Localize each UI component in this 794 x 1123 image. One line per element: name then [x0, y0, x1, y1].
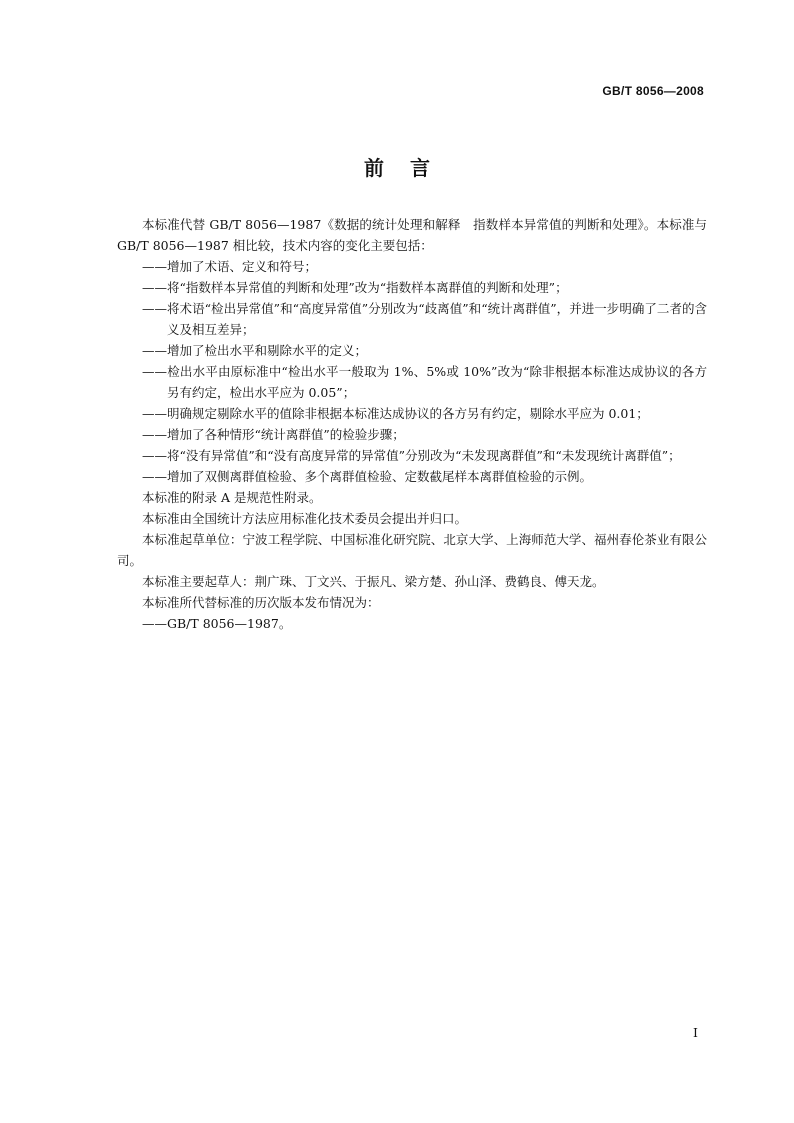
- page-title: 前言: [364, 156, 456, 180]
- list-item: ——将术语“检出异常值”和“高度异常值”分别改为“歧离值”和“统计离群值”，并进一步明确了二者的含义及相互差异；: [142, 301, 707, 337]
- list-item: ——将“没有异常值”和“没有高度异常的异常值”分别改为“未发现离群值”和“未发现统计离群值”；: [142, 448, 681, 463]
- list-item: ——增加了术语、定义和符号；: [142, 259, 318, 274]
- list-item: ——增加了双侧离群值检验、多个离群值检验、定数截尾样本离群值检验的示例。: [142, 469, 593, 484]
- foreword-body: [117, 214, 707, 634]
- history-item: ——GB/T 8056—1987。: [142, 616, 292, 631]
- history-intro-paragraph: 本标准所代替标准的历次版本发布情况为：: [142, 595, 380, 610]
- list-item: ——检出水平由原标准中“检出水平一般取为 1%、5%或 10%”改为“除非根据本标准达成协议的各方另有约定，检出水平应为 0.05”；: [142, 364, 707, 400]
- intro-paragraph: 本标准代替 GB/T 8056—1987《数据的统计处理和解释 指数样本异常值的判断和处理》。本标准与 GB/T 8056—1987 相比较，技术内容的变化主要包括：: [117, 217, 707, 253]
- drafters-paragraph: 本标准主要起草人：荆广珠、丁文兴、于振凡、梁方楚、孙山泽、费鹤良、傅天龙。: [142, 574, 605, 589]
- proposer-paragraph: 本标准由全国统计方法应用标准化技术委员会提出并归口。: [142, 511, 468, 526]
- standard-id: GB/T 8056—2008: [602, 84, 704, 98]
- drafting-units-paragraph: 本标准起草单位：宁波工程学院、中国标准化研究院、北京大学、上海师范大学、福州春伦茶业有限公司。: [117, 532, 707, 568]
- page-number: I: [693, 1025, 698, 1040]
- list-item: ——将“指数样本异常值的判断和处理”改为“指数样本离群值的判断和处理”；: [142, 280, 568, 295]
- list-item: ——明确规定剔除水平的值除非根据本标准达成协议的各方另有约定，剔除水平应为 0.01；: [142, 406, 649, 421]
- changes-list: [117, 256, 707, 487]
- appendix-paragraph: 本标准的附录 A 是规范性附录。: [142, 490, 322, 505]
- list-item: ——增加了各种情形“统计离群值”的检验步骤；: [142, 427, 405, 442]
- list-item: ——增加了检出水平和剔除水平的定义；: [142, 343, 368, 358]
